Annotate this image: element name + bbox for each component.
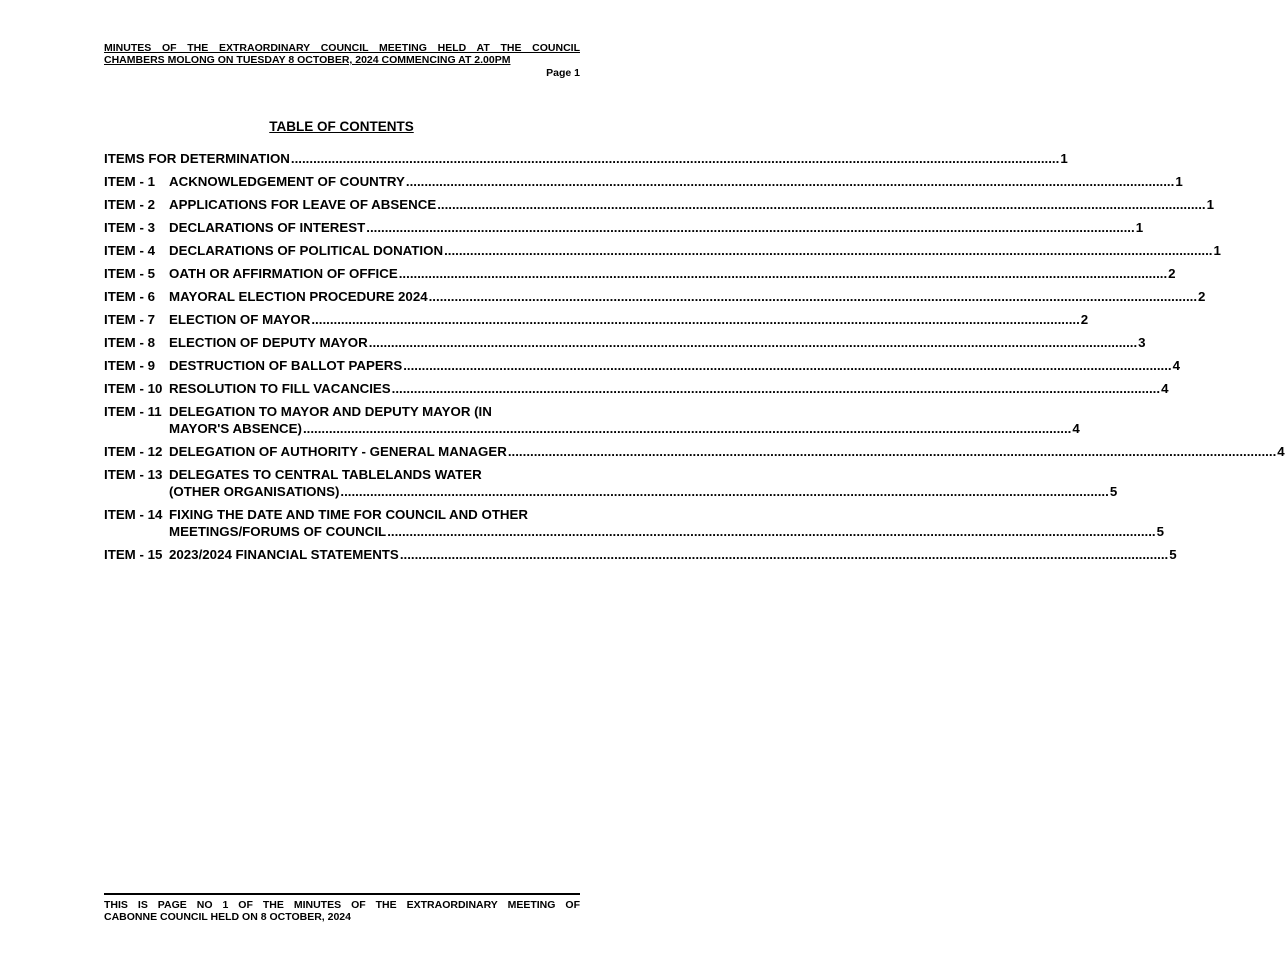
toc-item-title: 2023/2024 FINANCIAL STATEMENTS <box>169 547 399 562</box>
toc-item-number: ITEM - 11 <box>104 404 162 419</box>
toc-item-page: 1 <box>1135 220 1144 235</box>
toc-item-page: 4 <box>1172 358 1181 373</box>
toc-entry-items-for-determination[interactable] <box>104 150 1068 167</box>
toc-item-title: DECLARATIONS OF INTEREST <box>169 220 366 235</box>
toc-item-page: 2 <box>1198 289 1206 304</box>
toc-entry[interactable] <box>104 466 1118 500</box>
dot-leader <box>399 265 1167 282</box>
toc-entry[interactable] <box>104 219 1144 236</box>
toc-item-number: ITEM - 3 <box>104 220 155 235</box>
dot-leader <box>366 219 1134 236</box>
dot-leader <box>340 483 1108 500</box>
dot-leader <box>437 196 1205 213</box>
document-footer <box>104 893 580 923</box>
toc-item-page: 1 <box>1175 174 1183 189</box>
dot-leader <box>291 150 1059 167</box>
toc-item-page: 3 <box>1138 335 1146 350</box>
toc-item-number: ITEM - 1 <box>104 174 155 189</box>
toc-item-title: OATH OR AFFIRMATION OF OFFICE <box>169 266 398 281</box>
toc-entry[interactable] <box>104 443 1285 460</box>
toc-item-title: DESTRUCTION OF BALLOT PAPERS <box>169 358 403 373</box>
dot-leader <box>406 173 1174 190</box>
toc-item-title: APPLICATIONS FOR LEAVE OF ABSENCE <box>169 197 437 212</box>
toc-item-page: 5 <box>1169 547 1177 562</box>
toc-item-title: (OTHER ORGANISATIONS) <box>169 484 340 499</box>
toc-item-title: DELEGATES TO CENTRAL TABLELANDS WATER <box>169 467 482 482</box>
toc-entry[interactable] <box>104 288 1206 305</box>
toc-entry-label: ITEMS FOR DETERMINATION <box>104 151 290 166</box>
table-of-contents <box>104 150 1285 569</box>
dot-leader <box>400 546 1168 563</box>
dot-leader <box>392 380 1160 397</box>
toc-entry[interactable] <box>104 265 1176 282</box>
toc-item-title: DECLARATIONS OF POLITICAL DONATION <box>169 243 444 258</box>
toc-entry[interactable] <box>104 196 1215 213</box>
toc-entry[interactable] <box>104 173 1183 190</box>
toc-item-number: ITEM - 7 <box>104 312 155 327</box>
toc-entry[interactable] <box>104 334 1146 351</box>
toc-item-number: ITEM - 4 <box>104 243 155 258</box>
toc-entry[interactable] <box>104 546 1177 563</box>
page-number: Page 1 <box>546 67 580 79</box>
toc-item-number: ITEM - 13 <box>104 467 163 482</box>
dot-leader <box>303 420 1071 437</box>
toc-entry[interactable] <box>104 311 1089 328</box>
toc-entry[interactable] <box>104 242 1221 259</box>
footer-line-2: CABONNE COUNCIL HELD ON 8 OCTOBER, 2024 <box>104 911 351 923</box>
document-header <box>104 42 580 66</box>
toc-item-title: DELEGATION TO MAYOR AND DEPUTY MAYOR (IN <box>169 404 492 419</box>
toc-entry[interactable] <box>104 380 1169 397</box>
toc-item-title: FIXING THE DATE AND TIME FOR COUNCIL AND OTHER <box>169 507 529 522</box>
dot-leader <box>429 288 1197 305</box>
dot-leader <box>387 523 1155 540</box>
toc-item-page: 4 <box>1072 421 1080 436</box>
dot-leader <box>311 311 1079 328</box>
toc-item-number: ITEM - 12 <box>104 444 163 459</box>
toc-item-page: 5 <box>1156 524 1165 539</box>
dot-leader <box>369 334 1137 351</box>
toc-entry-page: 1 <box>1060 151 1068 166</box>
toc-item-title: RESOLUTION TO FILL VACANCIES <box>169 381 391 396</box>
toc-item-page: 1 <box>1206 197 1215 212</box>
toc-item-number: ITEM - 2 <box>104 197 155 212</box>
dot-leader <box>444 242 1212 259</box>
toc-item-page: 2 <box>1080 312 1089 327</box>
header-line-2: CHAMBERS MOLONG ON TUESDAY 8 OCTOBER, 2024 COMMENCING AT 2.00PM <box>104 54 511 66</box>
toc-item-number: ITEM - 6 <box>104 289 155 304</box>
toc-item-title: MAYOR'S ABSENCE) <box>169 421 302 436</box>
toc-entry[interactable] <box>104 403 1080 437</box>
toc-item-title: ELECTION OF MAYOR <box>169 312 311 327</box>
toc-item-title: MAYORAL ELECTION PROCEDURE 2024 <box>169 289 428 304</box>
toc-title: TABLE OF CONTENTS <box>269 119 414 134</box>
toc-item-title: ELECTION OF DEPUTY MAYOR <box>169 335 368 350</box>
dot-leader <box>508 443 1276 460</box>
toc-item-page: 4 <box>1161 381 1169 396</box>
toc-item-number: ITEM - 9 <box>104 358 155 373</box>
toc-item-page: 4 <box>1277 444 1285 459</box>
toc-item-number: ITEM - 5 <box>104 266 155 281</box>
toc-entry[interactable] <box>104 357 1181 374</box>
toc-item-number: ITEM - 14 <box>104 507 163 522</box>
toc-item-title: DELEGATION OF AUTHORITY - GENERAL MANAGER <box>169 444 507 459</box>
toc-item-number: ITEM - 15 <box>104 547 163 562</box>
toc-item-title: ACKNOWLEDGEMENT OF COUNTRY <box>169 174 405 189</box>
toc-item-title: MEETINGS/FORUMS OF COUNCIL <box>169 524 387 539</box>
toc-entry[interactable] <box>104 506 1165 540</box>
toc-item-page: 1 <box>1213 243 1221 258</box>
dot-leader <box>403 357 1171 374</box>
toc-item-page: 2 <box>1168 266 1176 281</box>
toc-item-page: 5 <box>1109 484 1118 499</box>
toc-item-number: ITEM - 8 <box>104 335 155 350</box>
header-line-1: MINUTES OF THE EXTRAORDINARY COUNCIL MEETING HELD AT THE COUNCIL <box>104 42 580 54</box>
toc-item-number: ITEM - 10 <box>104 381 163 396</box>
footer-line-1: THIS IS PAGE NO 1 OF THE MINUTES OF THE EXTRAORDINARY MEETING OF <box>104 899 580 911</box>
